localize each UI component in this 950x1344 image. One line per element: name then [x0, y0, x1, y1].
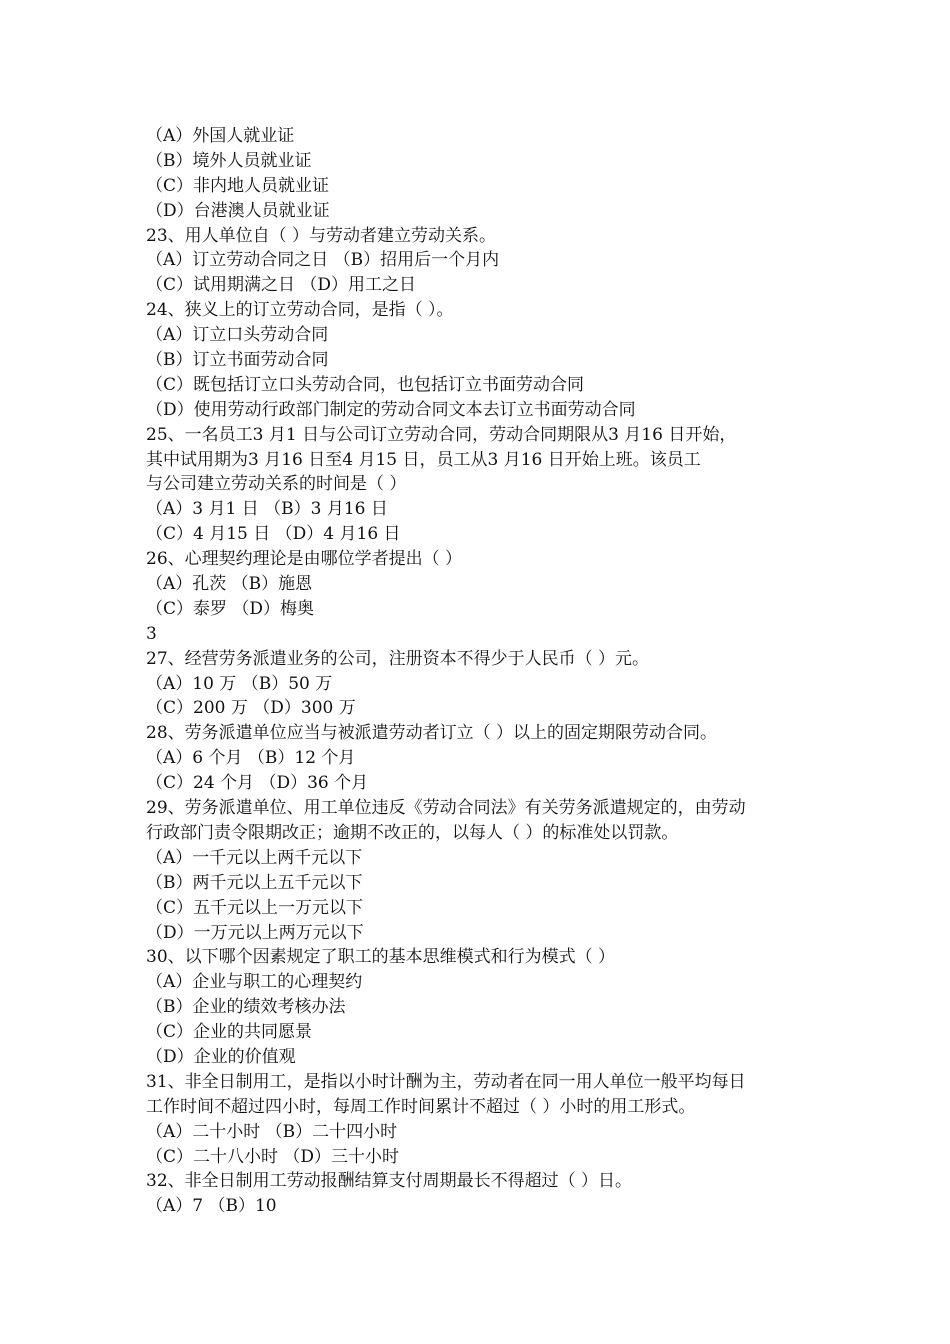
text-line: （D）台港澳人员就业证 — [146, 200, 330, 221]
text-line: （A）一千元以上两千元以下 — [146, 847, 363, 868]
text-line: （A）10 万 （B）50 万 — [146, 673, 333, 694]
text-line: 26、心理契约理论是由哪位学者提出（ ） — [146, 549, 463, 570]
text-line: （A）外国人就业证 — [146, 126, 295, 146]
text-line: （D）一万元以上两万元以下 — [146, 922, 364, 943]
text-line: （C）非内地人员就业证 — [146, 175, 330, 196]
document-body — [146, 124, 826, 1219]
text-line: 27、经营劳务派遣业务的公司，注册资本不得少于人民币（ ）元。 — [146, 648, 650, 669]
text-line: 23、用人单位自（ ）与劳动者建立劳动关系。 — [146, 225, 497, 246]
text-line: 25、一名员工3 月1 日与公司订立劳动合同，劳动合同期限从3 月16 日开始， — [146, 424, 737, 445]
text-line: （D）使用劳动行政部门制定的劳动合同文本去订立书面劳动合同 — [146, 399, 636, 420]
text-line: 3 — [146, 623, 157, 644]
text-line: （B）企业的绩效考核办法 — [146, 997, 346, 1018]
text-line: （A）孔茨 （B）施恩 — [146, 574, 313, 595]
text-line: 行政部门责令限期改正；逾期不改正的，以每人（ ）的标准处以罚款。 — [146, 822, 679, 843]
text-line: （C）4 月15 日 （D）4 月16 日 — [146, 524, 401, 545]
text-line: （B）两千元以上五千元以下 — [146, 872, 363, 893]
text-line: （C）企业的共同愿景 — [146, 1022, 313, 1043]
text-line: （C）试用期满之日 （D）用工之日 — [146, 275, 417, 296]
text-line: （C）泰罗 （D）梅奥 — [146, 598, 315, 619]
text-line: （A）6 个月 （B）12 个月 — [146, 748, 356, 769]
text-line: 30、以下哪个因素规定了职工的基本思维模式和行为模式（ ） — [146, 947, 616, 968]
text-line: 24、狭义上的订立劳动合同，是指（ ）。 — [146, 300, 454, 321]
text-line: （A）7 （B）10 — [146, 1196, 277, 1217]
text-line: （C）既包括订立口头劳动合同，也包括订立书面劳动合同 — [146, 374, 585, 395]
text-line: 29、劳务派遣单位、用工单位违反《劳动合同法》有关劳务派遣规定的，由劳动 — [146, 798, 746, 819]
text-line: （A）3 月1 日 （B）3 月16 日 — [146, 499, 388, 520]
text-line: 32、非全日制用工劳动报酬结算支付周期最长不得超过（ ）日。 — [146, 1171, 633, 1192]
text-line: （A）企业与职工的心理契约 — [146, 972, 363, 993]
text-line: 31、非全日制用工，是指以小时计酬为主，劳动者在同一用人单位一般平均每日 — [146, 1071, 746, 1092]
text-line: （C）24 个月 （D）36 个月 — [146, 773, 369, 794]
text-line: （C）二十八小时 （D）三十小时 — [146, 1146, 400, 1167]
text-line: （A）订立口头劳动合同 — [146, 325, 329, 346]
text-line: （A）订立劳动合同之日 （B）招用后一个月内 — [146, 250, 500, 271]
text-line: （B）境外人员就业证 — [146, 150, 312, 171]
text-line: 28、劳务派遣单位应当与被派遣劳动者订立（ ）以上的固定期限劳动合同。 — [146, 723, 718, 744]
text-line: （C）五千元以上一万元以下 — [146, 897, 364, 918]
text-line: （D）企业的价值观 — [146, 1046, 296, 1067]
text-line: （B）订立书面劳动合同 — [146, 350, 329, 371]
text-line: （A）二十小时 （B）二十四小时 — [146, 1121, 398, 1142]
text-line: 其中试用期为3 月16 日至4 月15 日，员工从3 月16 日开始上班。该员工 — [146, 449, 701, 470]
text-line: 工作时间不超过四小时，每周工作时间累计不超过（ ）小时的用工形式。 — [146, 1096, 696, 1117]
text-line: 与公司建立劳动关系的时间是（ ） — [146, 474, 407, 495]
text-line: （C）200 万 （D）300 万 — [146, 698, 356, 719]
